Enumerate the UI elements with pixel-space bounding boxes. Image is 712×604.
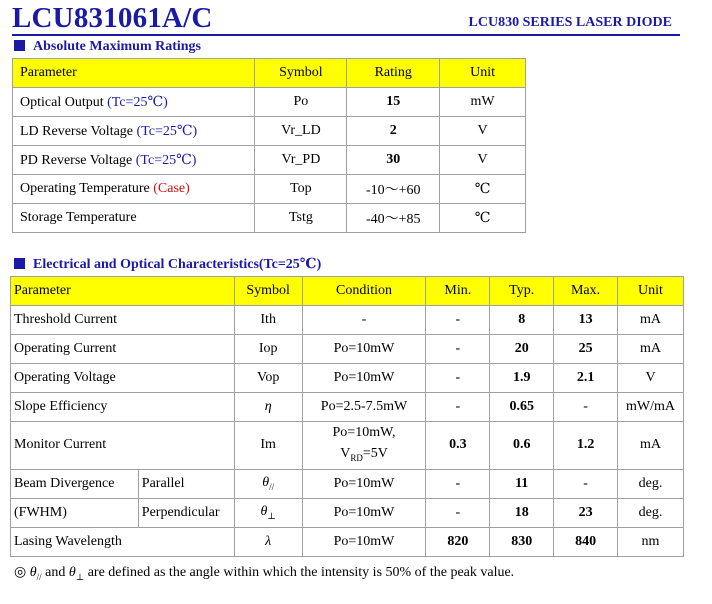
footnote: ◎ $\theta_{//}$ and $\theta_\perp$ are defined as the angle within which the intensity is 50% of the peak value.	[14, 565, 515, 582]
theta-perpendicular-symbol-cell: $\theta_\perp$	[234, 498, 302, 527]
page-title: LCU831061A/C	[12, 2, 213, 34]
typ-cell: 0.6	[490, 422, 554, 470]
table-row	[13, 117, 526, 146]
symbol-cell: Iop	[234, 335, 302, 364]
unit-cell: nm	[618, 527, 684, 556]
rating-cell: 15	[347, 88, 440, 117]
max-cell: 840	[554, 527, 618, 556]
min-cell: -	[426, 393, 490, 422]
typ-cell: 18	[490, 498, 554, 527]
lambda-symbol-cell: λ	[234, 527, 302, 556]
unit-cell: ℃	[440, 175, 526, 204]
min-cell: 820	[426, 527, 490, 556]
param-cell: LD Reverse Voltage (Tc=25℃)	[13, 117, 255, 146]
table-header-row	[11, 277, 684, 306]
table-row	[13, 146, 526, 175]
unit-cell: mA	[618, 422, 684, 470]
param-cell: Optical Output (Tc=25℃)	[13, 88, 255, 117]
max-cell: 23	[554, 498, 618, 527]
symbol-cell: Ith	[234, 306, 302, 335]
symbol-cell: Po	[255, 88, 347, 117]
column-header: Unit	[618, 277, 684, 306]
min-cell: 0.3	[426, 422, 490, 470]
condition-cell: -	[302, 306, 426, 335]
rating-cell: 30	[347, 146, 440, 175]
rating-cell: -10～+60	[347, 175, 440, 204]
series-label: LCU830 SERIES LASER DIODE	[468, 15, 672, 30]
typ-cell: 20	[490, 335, 554, 364]
unit-cell: V	[440, 146, 526, 175]
symbol-cell: Top	[255, 175, 347, 204]
table-row	[11, 422, 684, 470]
table-row	[11, 393, 684, 422]
square-bullet-icon	[14, 40, 25, 51]
param-cell: (FWHM)	[11, 498, 139, 527]
param-cell: Storage Temperature	[13, 204, 255, 233]
max-cell: 25	[554, 335, 618, 364]
param-cell: Monitor Current	[11, 422, 235, 470]
typ-cell: 830	[490, 527, 554, 556]
typ-cell: 0.65	[490, 393, 554, 422]
table-row	[11, 469, 684, 498]
subparam-cell: Perpendicular	[138, 498, 234, 527]
square-bullet-icon	[14, 258, 25, 269]
subparam-cell: Parallel	[138, 469, 234, 498]
typ-cell: 1.9	[490, 364, 554, 393]
rating-cell: -40～+85	[347, 204, 440, 233]
unit-cell: mW/mA	[618, 393, 684, 422]
table-row	[11, 498, 684, 527]
max-cell: 2.1	[554, 364, 618, 393]
section-title-amr: Absolute Maximum Ratings	[14, 38, 201, 56]
max-cell: 13	[554, 306, 618, 335]
rating-cell: 2	[347, 117, 440, 146]
symbol-cell: Im	[234, 422, 302, 470]
unit-cell: mW	[440, 88, 526, 117]
table-header-row	[13, 59, 526, 88]
document-header	[12, 2, 680, 36]
condition-cell: Po=10mW	[302, 498, 426, 527]
param-cell: Operating Current	[11, 335, 235, 364]
min-cell: -	[426, 364, 490, 393]
table-row	[11, 306, 684, 335]
param-cell: Beam Divergence	[11, 469, 139, 498]
table-row	[13, 204, 526, 233]
absolute-max-ratings-table	[12, 58, 526, 233]
symbol-cell: Vop	[234, 364, 302, 393]
max-cell: 1.2	[554, 422, 618, 470]
electrical-optical-table	[10, 276, 684, 557]
unit-cell: V	[440, 117, 526, 146]
unit-cell: V	[618, 364, 684, 393]
column-header: Rating	[347, 59, 440, 88]
table-row	[13, 88, 526, 117]
table-row	[11, 527, 684, 556]
table-row	[11, 364, 684, 393]
table-row	[11, 335, 684, 364]
param-cell: Threshold Current	[11, 306, 235, 335]
unit-cell: deg.	[618, 469, 684, 498]
unit-cell: ℃	[440, 204, 526, 233]
column-header: Parameter	[11, 277, 235, 306]
unit-cell: mA	[618, 306, 684, 335]
min-cell: -	[426, 335, 490, 364]
theta-parallel-symbol-cell: $\theta_{//}$	[234, 469, 302, 498]
max-cell: -	[554, 469, 618, 498]
max-cell: -	[554, 393, 618, 422]
condition-cell: Po=10mW	[302, 335, 426, 364]
param-cell: Slope Efficiency	[11, 393, 235, 422]
condition-cell: Po=10mW	[302, 469, 426, 498]
param-cell: PD Reverse Voltage (Tc=25℃)	[13, 146, 255, 175]
section-title-eoc: Electrical and Optical Characteristics(Tc=25℃)	[14, 256, 321, 274]
unit-cell: mA	[618, 335, 684, 364]
column-header: Symbol	[234, 277, 302, 306]
eta-symbol-cell: η	[234, 393, 302, 422]
condition-cell: Po=2.5-7.5mW	[302, 393, 426, 422]
condition-cell: Po=10mW, $V_{RD}=5V$	[302, 422, 426, 470]
symbol-cell: Tstg	[255, 204, 347, 233]
param-cell: Operating Temperature (Case)	[13, 175, 255, 204]
column-header: Condition	[302, 277, 426, 306]
double-circle-icon: ◎	[14, 565, 27, 580]
column-header: Parameter	[13, 59, 255, 88]
min-cell: -	[426, 498, 490, 527]
symbol-cell: Vr_PD	[255, 146, 347, 175]
typ-cell: 11	[490, 469, 554, 498]
typ-cell: 8	[490, 306, 554, 335]
column-header: Min.	[426, 277, 490, 306]
param-cell: Operating Voltage	[11, 364, 235, 393]
column-header: Typ.	[490, 277, 554, 306]
table-row	[13, 175, 526, 204]
symbol-cell: Vr_LD	[255, 117, 347, 146]
unit-cell: deg.	[618, 498, 684, 527]
column-header: Unit	[440, 59, 526, 88]
param-cell: Lasing Wavelength	[11, 527, 235, 556]
min-cell: -	[426, 306, 490, 335]
column-header: Symbol	[255, 59, 347, 88]
min-cell: -	[426, 469, 490, 498]
column-header: Max.	[554, 277, 618, 306]
condition-cell: Po=10mW	[302, 527, 426, 556]
condition-cell: Po=10mW	[302, 364, 426, 393]
